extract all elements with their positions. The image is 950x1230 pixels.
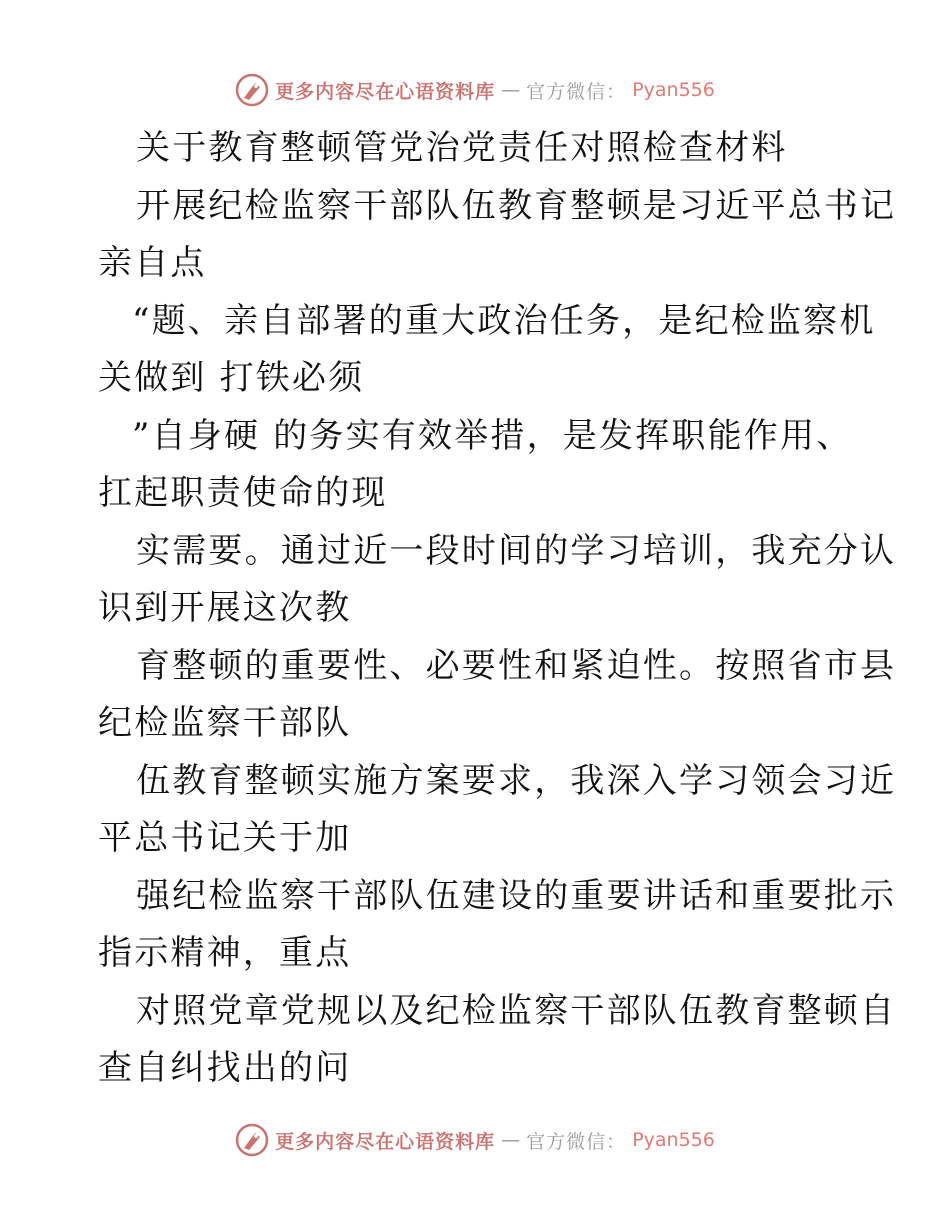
document-line: 育整顿的重要性、必要性和紧迫性。按照省市县 — [136, 645, 897, 686]
document-line: 指示精神，重点 — [98, 933, 352, 973]
pen-nib-logo-icon — [235, 1123, 269, 1157]
document-line: 亲自点 — [98, 243, 207, 283]
watermark-brand: 更多内容尽在心语资料库 — [275, 1130, 496, 1153]
header-watermark — [0, 70, 950, 110]
document-line: 扛起职责使命的现 — [98, 473, 388, 513]
document-line: “题、亲自部署的重大政治任务，是纪检监察机 — [132, 300, 876, 341]
watermark-separator: — — [501, 1129, 521, 1151]
document-line: 实需要。通过近一段时间的学习培训，我充分认 — [136, 530, 897, 571]
watermark-contact-label: 官方微信： — [526, 1130, 627, 1153]
document-line: 关做到 打铁必须 — [98, 358, 365, 398]
watermark-contact-id: Pyan556 — [632, 79, 715, 101]
document-body — [98, 120, 897, 1098]
watermark-separator: — — [501, 79, 521, 101]
document-line: 识到开展这次教 — [98, 588, 352, 628]
document-line: 查自纠找出的问 — [98, 1048, 352, 1088]
pen-nib-logo-icon — [235, 73, 269, 107]
document-line: ”自身硬 的务实有效举措，是发挥职能作用、 — [132, 415, 853, 456]
watermark-brand: 更多内容尽在心语资料库 — [275, 80, 496, 103]
document-line: 平总书记关于加 — [98, 818, 352, 858]
document-line: 伍教育整顿实施方案要求，我深入学习领会习近 — [136, 760, 897, 801]
watermark-contact-label: 官方微信： — [526, 80, 627, 103]
footer-watermark — [0, 1120, 950, 1160]
watermark-contact-id: Pyan556 — [632, 1129, 715, 1151]
document-line: 对照党章党规以及纪检监察干部队伍教育整顿自 — [136, 990, 897, 1031]
document-line: 强纪检监察干部队伍建设的重要讲话和重要批示 — [136, 875, 897, 916]
document-line: 开展纪检监察干部队伍教育整顿是习近平总书记 — [136, 185, 897, 226]
document-line: 纪检监察干部队 — [98, 703, 352, 743]
document-title: 关于教育整顿管党治党责任对照检查材料 — [136, 128, 788, 168]
